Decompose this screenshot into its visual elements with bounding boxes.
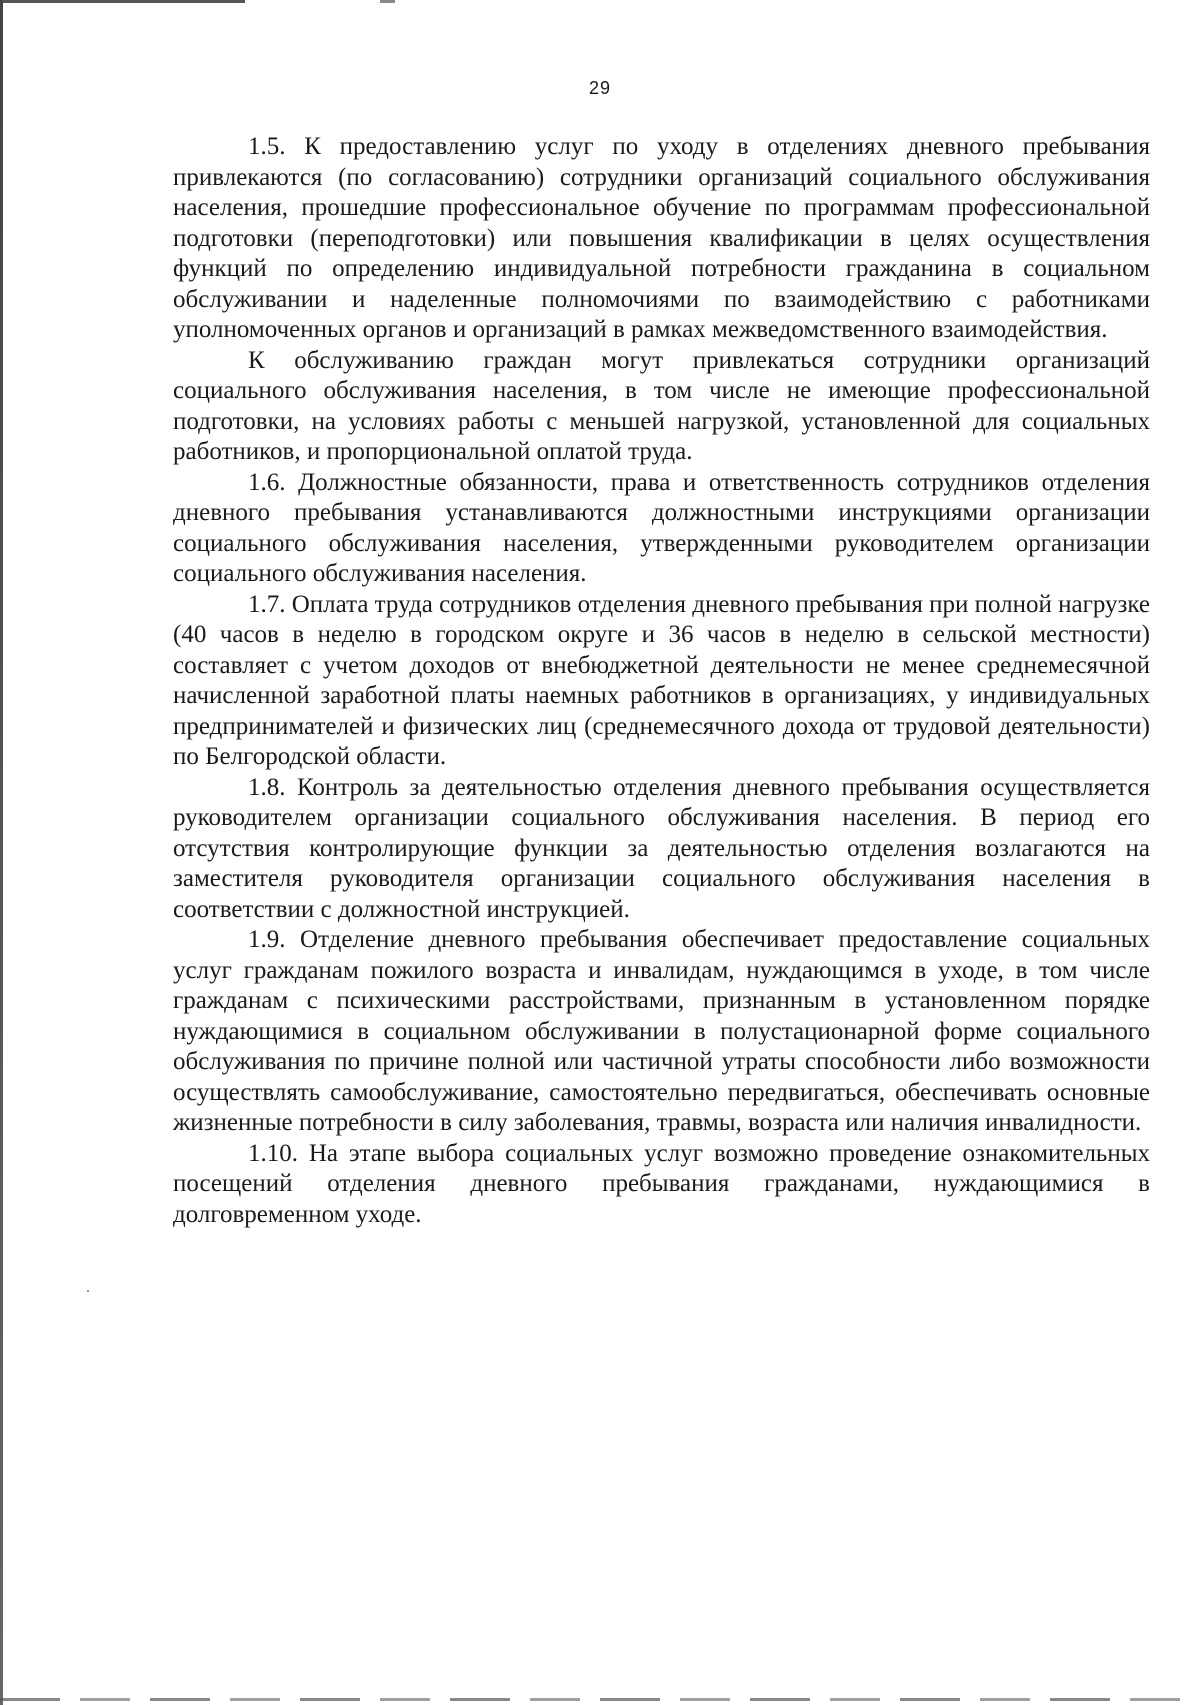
paragraph-1-8: 1.8. Контроль за деятельностью отделения дневного пребывания осуществляется руководителем организации социального обслуживания населения. В период его отсутствия контролирующие функции за деятельностью отделения возлагаются на заместителя руководителя организации социального обслуживания населения в соответствии с должностной инструкцией. [173,773,1150,923]
scan-speck [87,1290,89,1292]
paragraph-1-6: 1.6. Должностные обязанности, права и ответственность сотрудников отделения дневного пребывания устанавливаются должностными инструкциями организации социального обслуживания населения, утвержденными руководителем организации социального обслуживания населения. [173,468,1150,587]
paragraph-1-9: 1.9. Отделение дневного пребывания обеспечивает предоставление социальных услуг гражданам пожилого возраста и инвалидам, нуждающимся в уходе, в том числе гражданам с психическими расстройствами, признанным в установленном порядке нуждающимися в социальном обслуживании в полустационарной форме социального обслуживания по причине полной или частичной утраты способности либо возможности осуществлять самообслуживание, самостоятельно передвигаться, обеспечивать основные жизненные потребности в силу заболевания, травмы, возраста или наличия инвалидности. [173,926,1150,1136]
page-number: 29 [588,78,612,98]
scan-edge-bottom [0,1698,1200,1701]
paragraph-1-5-continuation: К обслуживанию граждан могут привлекаться сотрудники организаций социального обслуживания населения, в том числе не имеющие профессиональной подготовки, на условиях работы с меньшей нагрузкой, установленной для социальных работников, и пропорциональной оплатой труда. [173,346,1150,465]
paragraph-1-5: 1.5. К предоставлению услуг по уходу в отделениях дневного пребывания привлекаются (по согласованию) сотрудники организаций социального обслуживания населения, прошедшие профессиональное обучение по программам профессиональной подготовки (переподготовки) или повышения квалификации в целях осуществления функций по определению индивидуальной потребности гражданина в социальном обслуживании и наделенные полномочиями по взаимодействию с работниками уполномоченных органов и организаций в рамках межведомственного взаимодействия. [173,133,1150,343]
document-body [173,132,1150,1230]
scan-edge-left [0,0,3,1705]
paragraph-1-10: 1.10. На этапе выбора социальных услуг возможно проведение ознакомительных посещений отделения дневного пребывания гражданами, нуждающимися в долговременном уходе. [173,1139,1150,1228]
paragraph-1-7: 1.7. Оплата труда сотрудников отделения дневного пребывания при полной нагрузке (40 часов в неделю в городском округе и 36 часов в неделю в сельской местности) составляет с учетом доходов от внебюджетной деятельности не менее среднемесячной начисленной заработной платы наемных работников в организациях, у индивидуальных предпринимателей и физических лиц (среднемесячного дохода от трудовой деятельности) по Белгородской области. [173,590,1151,770]
scan-edge-top [0,0,1200,3]
